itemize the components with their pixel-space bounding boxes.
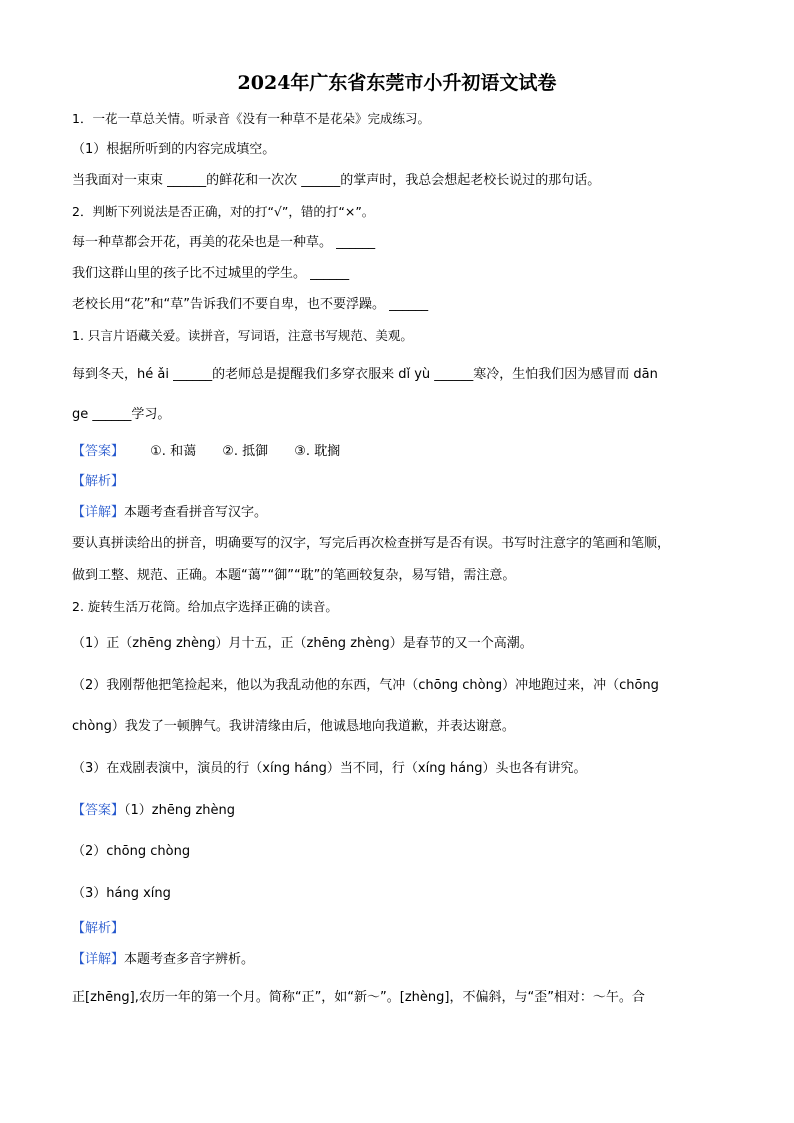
- question-1-sub: （1）根据所听到的内容完成填空。: [72, 142, 276, 157]
- answer-tag: 【答案】: [72, 444, 125, 459]
- analysis-tag: 【解析】: [72, 474, 125, 489]
- detail-tag: 【详解】: [72, 952, 125, 967]
- question-1-stem: 1．一花一草总关情。听录音《没有一种草不是花朵》完成练习。: [72, 111, 430, 126]
- answer-item-2: （2）chōng chòng: [72, 844, 191, 859]
- detail-row-2: [72, 951, 254, 969]
- pinyin-question-line-2: ge ______学习。: [72, 407, 171, 422]
- answer-item: ③. 耽搁: [294, 444, 341, 459]
- question-1-fill: 当我面对一束束 ______的鲜花和一次次 ______的掌声时，我总会想起老校长说过的那句话。: [72, 173, 601, 188]
- answer-item: （1）zhēng zhèng: [124, 803, 236, 818]
- answer-item-3: （3）háng xíng: [72, 886, 171, 901]
- answer-tag: 【答案】: [72, 803, 125, 818]
- answer-item: ①. 和蔼: [150, 444, 197, 459]
- detail-text: 本题考查多音字辨析。: [124, 952, 255, 967]
- detail-paragraph-line-1: 要认真拼读给出的拼音，明确要写的汉字，写完后再次检查拼写是否有误。书写时注意字的笔画和笔顺，: [72, 536, 671, 551]
- detail-row-1: [72, 504, 267, 522]
- question-2-stem: 2．判断下列说法是否正确，对的打“√”，错的打“×”。: [72, 204, 375, 219]
- judge-item-3: 老校长用“花”和“草”告诉我们不要自卑，也不要浮躁。 ______: [72, 297, 429, 312]
- pinyin-question-stem: 1. 只言片语藏关爱。读拼音，写词语，注意书写规范、美观。: [72, 328, 413, 343]
- judge-item-1: 每一种草都会开花，再美的花朵也是一种草。 ______: [72, 235, 376, 250]
- question-polyphone-stem: 2. 旋转生活万花筒。给加点字选择正确的读音。: [72, 599, 338, 614]
- answer-row-1: [72, 443, 340, 461]
- detail-tag: 【详解】: [72, 505, 125, 520]
- analysis-tag: 【解析】: [72, 921, 125, 936]
- pinyin-question-line-1: 每到冬天，hé ǎi ______的老师总是提醒我们多穿衣服来 dǐ yù ______寒冷，生怕我们因为感冒而 dān: [72, 367, 658, 382]
- polyphone-item-2-line-1: （2）我刚帮他把笔捡起来，他以为我乱动他的东西，气冲（chōng chòng）冲地跑过来，冲（chōng: [72, 678, 659, 693]
- page-title: 2024年广东省东莞市小升初语文试卷: [237, 72, 557, 94]
- detail-text: 本题考查看拼音写汉字。: [124, 505, 268, 520]
- polyphone-item-2-line-2: chòng）我发了一顿脾气。我讲清缘由后，他诚恳地向我道歉，并表达谢意。: [72, 719, 515, 734]
- judge-item-2: 我们这群山里的孩子比不过城里的学生。 ______: [72, 266, 350, 281]
- answer-item: ②. 抵御: [222, 444, 269, 459]
- polyphone-item-3: （3）在戏剧表演中，演员的行（xíng háng）当不同，行（xíng háng）头也各有讲究。: [72, 761, 587, 776]
- detail-paragraph-line-3: 正[zhēng],农历一年的第一个月。简称“正”，如“新～”。[zhèng]，不偏斜，与“歪”相对：～午。合: [72, 990, 645, 1005]
- polyphone-item-1: （1）正（zhēng zhèng）月十五，正（zhēng zhèng）是春节的又一个高潮。: [72, 636, 533, 651]
- answer-row-2: [72, 802, 235, 820]
- detail-paragraph-line-2: 做到工整、规范、正确。本题“蔼”“御”“耽”的笔画较复杂，易写错，需注意。: [72, 568, 516, 583]
